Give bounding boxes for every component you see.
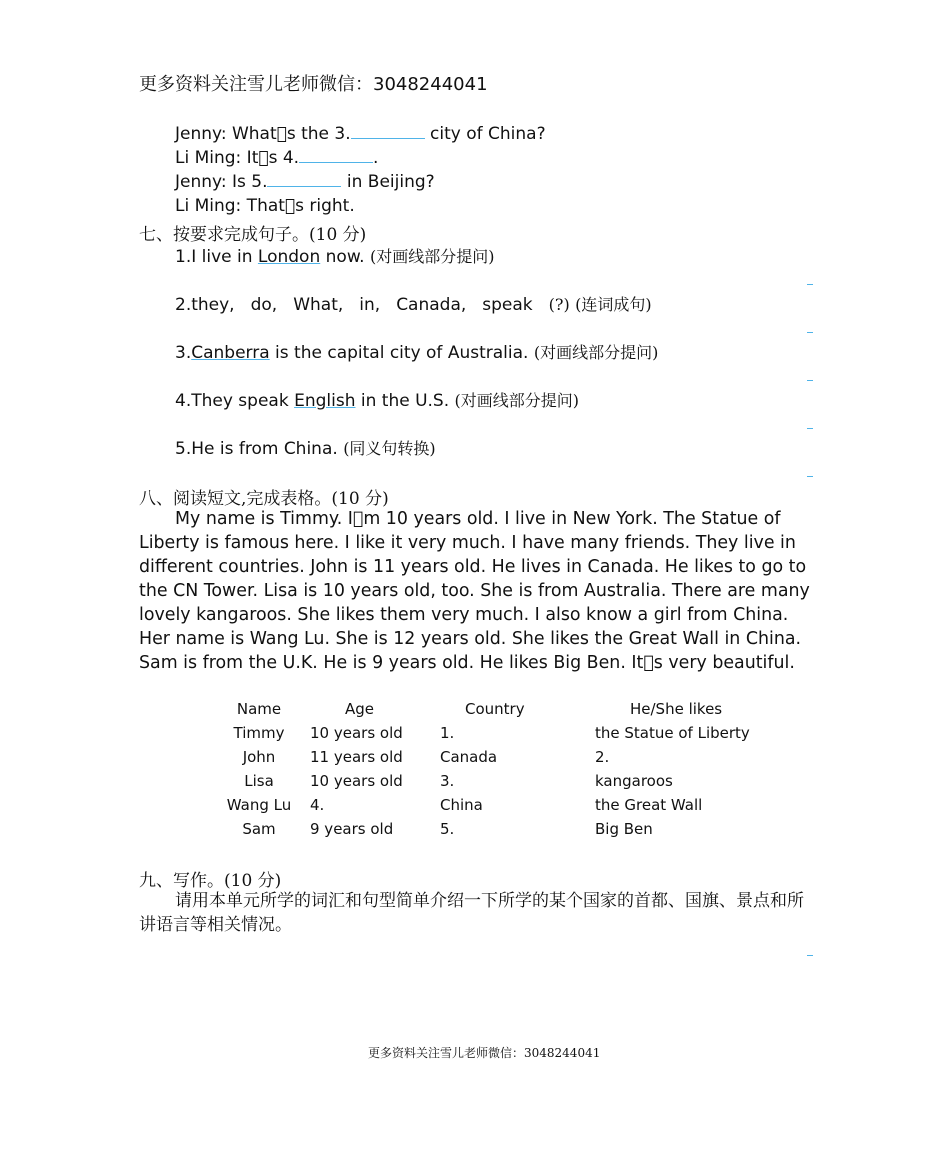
answer-line-mark[interactable] <box>807 955 813 956</box>
question-1 <box>175 244 494 267</box>
answer-line-mark[interactable] <box>807 332 813 333</box>
answer-cell[interactable]: 5. <box>440 820 455 838</box>
dialogue-line-2 <box>175 148 378 168</box>
question-text: 4.They speak <box>175 391 295 411</box>
scrambled-word: (?) <box>548 295 570 314</box>
answer-line-mark[interactable] <box>807 284 813 285</box>
table-cell: Canada <box>440 748 498 766</box>
table-cell: 9 years old <box>310 820 394 838</box>
dialogue-text: Jenny: Is 5. <box>175 172 268 192</box>
scrambled-word: in, <box>359 295 381 315</box>
question-text: 3. <box>175 343 192 363</box>
table-cell: Lisa <box>244 772 274 790</box>
table-header: Age <box>345 700 375 718</box>
table-row <box>213 745 760 769</box>
table-cell: the Statue of Liberty <box>595 724 750 742</box>
answer-cell[interactable]: 4. <box>310 796 325 814</box>
table-row <box>213 769 760 793</box>
question-text: 1.I live in <box>175 247 258 267</box>
answer-table <box>213 697 760 841</box>
dialogue-text: in Beijing? <box>341 172 435 192</box>
question-note: (对画线部分提问) <box>533 343 659 362</box>
underlined-word: Canberra <box>191 343 270 363</box>
table-header-row <box>213 697 760 721</box>
question-4 <box>175 388 579 411</box>
question-note: (同义句转换) <box>343 439 436 458</box>
question-3 <box>175 340 658 363</box>
section-9-title: 九、写作。(10 分) <box>139 871 282 891</box>
table-cell: the Great Wall <box>595 796 703 814</box>
reading-passage: My name is Timmy. I m 10 years old. I live in New York. The Statue of Liberty is famous here. I like it very much. I have many friends. They live in different countries. John is 11 years old. He lives in Canada. He likes to go to the CN Tower. Lisa is 10 years old, too. She is from Australia. There are many lovely kangaroos. She likes them very much. I also know a girl from China. Her name is Wang Lu. She is 12 years old. She likes the Great Wall in China. Sam is from the U.K. He is 9 years old. He likes Big Ben. It s very beautiful. <box>139 509 810 673</box>
table-cell: John <box>242 748 276 766</box>
page-footer: 更多资料关注雪儿老师微信：3048244041 <box>368 1046 601 1060</box>
answer-blank[interactable] <box>299 148 373 163</box>
table-cell: Wang Lu <box>226 796 292 814</box>
table-row <box>213 721 760 745</box>
dialogue-line-4: Li Ming: That s right. <box>175 196 355 216</box>
answer-cell[interactable]: 2. <box>595 748 610 766</box>
answer-cell[interactable]: 1. <box>440 724 455 742</box>
question-2 <box>175 292 652 315</box>
underlined-word: English <box>294 391 356 411</box>
table-header: Country <box>465 700 525 718</box>
question-note: (对画线部分提问) <box>369 247 495 266</box>
dialogue-text: . <box>373 148 379 168</box>
scrambled-word: What, <box>293 295 344 315</box>
table-cell: 10 years old <box>310 724 403 742</box>
table-cell: kangaroos <box>595 772 673 790</box>
dialogue-text: city of China? <box>424 124 546 144</box>
table-cell: 11 years old <box>310 748 403 766</box>
dialogue-text: Jenny: What s the 3. <box>175 124 351 144</box>
dialogue-text: Li Ming: It s 4. <box>175 148 300 168</box>
table-cell: 10 years old <box>310 772 403 790</box>
question-text: now. <box>320 247 370 267</box>
dialogue-line-1 <box>175 124 546 144</box>
table-header: Name <box>236 700 282 718</box>
answer-blank[interactable] <box>267 172 341 187</box>
question-text: is the capital city of Australia. <box>269 343 534 363</box>
table-cell: Timmy <box>233 724 285 742</box>
question-text: in the U.S. <box>355 391 455 411</box>
answer-line-mark[interactable] <box>807 428 813 429</box>
answer-line-mark[interactable] <box>807 380 813 381</box>
scrambled-word: speak <box>482 295 533 315</box>
question-5 <box>175 436 436 459</box>
underlined-word: London <box>257 247 321 267</box>
question-note: (连词成句) <box>575 295 652 314</box>
scrambled-word: Canada, <box>396 295 467 315</box>
page-header: 更多资料关注雪儿老师微信：3048244041 <box>139 74 488 95</box>
question-note: (对画线部分提问) <box>454 391 580 410</box>
table-cell: China <box>440 796 483 814</box>
scrambled-word: 2.they, <box>175 295 235 315</box>
dialogue-line-3 <box>175 172 435 192</box>
answer-blank[interactable] <box>351 124 425 139</box>
answer-cell[interactable]: 3. <box>440 772 455 790</box>
table-row <box>213 793 760 817</box>
table-cell: Sam <box>242 820 276 838</box>
writing-prompt: 请用本单元所学的词汇和句型简单介绍一下所学的某个国家的首都、国旗、景点和所讲语言等相关情况。 <box>139 891 804 935</box>
table-header: He/She likes <box>630 700 723 718</box>
section-7-title: 七、按要求完成句子。(10 分) <box>139 225 367 245</box>
question-text: 5.He is from China. <box>175 439 344 459</box>
scrambled-word: do, <box>250 295 278 315</box>
answer-line-mark[interactable] <box>807 476 813 477</box>
table-row <box>213 817 760 841</box>
section-8-title: 八、阅读短文,完成表格。(10 分) <box>139 489 389 509</box>
table-cell: Big Ben <box>595 820 653 838</box>
